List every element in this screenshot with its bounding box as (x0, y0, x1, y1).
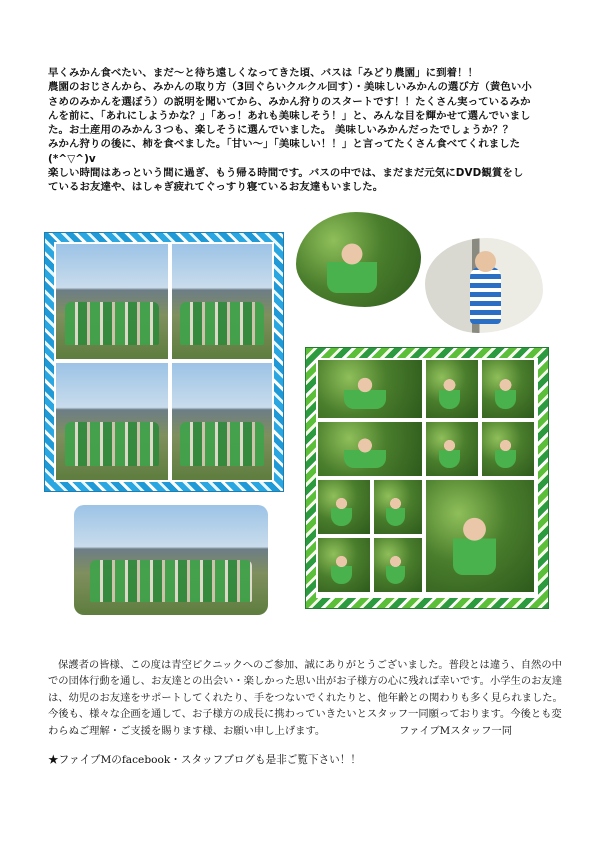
green-photo-frame (305, 347, 549, 609)
mikan-photo (318, 480, 370, 534)
group-photo (56, 244, 168, 359)
intro-line: んを前に、「あれにしようかな？」「あっ！あれも美味しそう！」と、みんな目を輝かせて選んでいまし (48, 109, 531, 122)
mikan-photo (374, 480, 422, 534)
intro-line: ているお友達や、はしゃぎ疲れてぐっすり寝ているお友達もいました。 (48, 181, 384, 194)
mikan-photo (482, 360, 534, 418)
intro-line: (*^▽^)v (48, 152, 96, 165)
orchard-photo (296, 212, 421, 307)
closing-paragraph: 保護者の皆様、この度は青空ピクニックへのご参加、誠にありがとうございました。普段とは違う、自然の中での団体行動を通し、お友達との出会い・楽しかった思い出がお子様方の心に残れば幸いです。小学生のお友達は、幼児のお友達をサポートしてくれたり、手をつないでくれたりと、他年齢との関わりも多く見られました。今後も、様々な企画を通して、お子様方の成長に携わっていきたいとスタッフ一同願っております。今後とも変わらぬご理解・ご支援を賜ります様、お願い申し上げます。 (48, 659, 563, 737)
footer-note: ★ファイブMのfacebook・スタッフブログも是非ご覧下さい！！ (48, 754, 361, 766)
mikan-photo (318, 422, 422, 476)
group-photo (172, 363, 272, 480)
bus-photo (425, 238, 543, 333)
intro-line: 農園のおじさんから、みかんの取り方（3回ぐらいクルクル回す）・美味しいみかんの選び方（黄色い小 (48, 81, 532, 94)
mikan-photo (318, 360, 422, 418)
blue-photo-frame (44, 232, 284, 492)
intro-line: 楽しい時間はあっという間に過ぎ、もう帰る時間です。バスの中では、まだまだ元気にDVD観賞をし (48, 167, 524, 180)
intro-line: 早くみかん食べたい、まだ〜と待ち遠しくなってきた頃、バスは「みどり農園」に到着！！ (48, 67, 479, 79)
mikan-photo (426, 360, 478, 418)
intro-text (48, 66, 568, 195)
intro-line: さめのみかんを選ぼう）の説明を聞いてから、みかん狩りのスタートです！！たくさん実っているみか (48, 95, 531, 108)
closing-message (48, 657, 568, 739)
intro-line: た。お土産用のみかん３つも、楽しそうに選んでいました。 美味しいみかんだったでしょうか？？ (48, 124, 514, 137)
large-group-photo (74, 505, 268, 615)
mikan-photo (374, 538, 422, 592)
mikan-photo (482, 422, 534, 476)
signature: ファイブMスタッフ一同 (399, 725, 512, 738)
mikan-photo (318, 538, 370, 592)
group-photo (172, 244, 272, 359)
mikan-photo (426, 480, 534, 592)
mikan-photo (426, 422, 478, 476)
intro-line: みかん狩りの後に、柿を食べました。「甘い〜」「美味しい！！」と言ってたくさん食べてくれました (48, 138, 521, 151)
group-photo (56, 363, 168, 480)
